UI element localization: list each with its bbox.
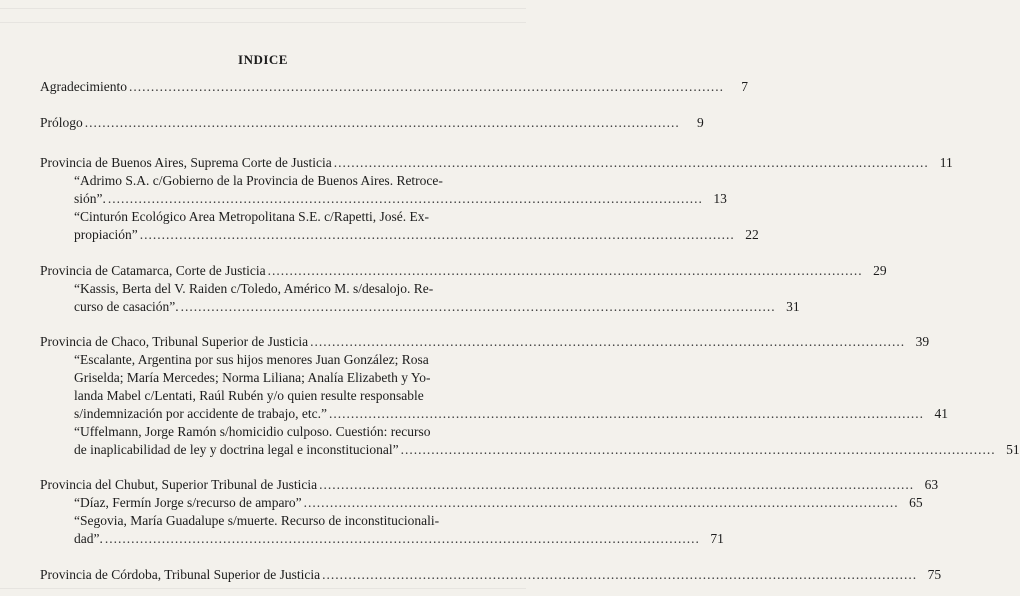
dot-leader: ........................................................................................................................................ [104,531,700,546]
toc-entry-line: curso de casación”. [74,299,179,314]
toc-subentry-diaz [40,494,923,512]
toc-entry-line: sión”. [74,191,106,206]
bleed-through-line [0,22,526,23]
dot-leader: ........................................................................................................................................ [329,406,925,421]
dot-leader: ........................................................................................................................................ [333,155,929,170]
toc-entry-line: “Cinturón Ecológico Area Metropolitana S.E. c/Rapetti, José. Ex- [74,209,430,224]
toc-entry-label: Provincia de Chaco, Tribunal Superior de Justicia [40,334,309,349]
toc-entry-line: “Uffelmann, Jorge Ramón s/homicidio culposo. Cuestión: recurso [74,424,431,439]
toc-page-number: 65 [909,495,923,510]
dot-leader: ........................................................................................................................................ [310,334,906,349]
toc-entry-label: Prólogo [40,115,83,130]
toc-entry-line: s/indemnización por accidente de trabajo, etc.” [74,406,328,421]
dot-leader: ........................................................................................................................................ [84,115,680,130]
toc-subentry-cinturon [40,208,759,244]
toc-page-number: 29 [873,263,887,278]
dot-leader: ........................................................................................................................................ [139,227,735,242]
toc-subentry-escalante [40,351,949,423]
toc-page-number: 39 [915,334,930,349]
toc-page-number: 31 [786,299,800,314]
toc-entry-line: Griselda; María Mercedes; Norma Liliana; Analía Elizabeth y Yo- [74,370,431,385]
toc-entry-label: Provincia de Catamarca, Corte de Justicia [40,263,266,278]
toc-entry-prologo [40,114,704,132]
toc-page-number: 71 [710,531,724,546]
toc-entry-line: landa Mabel c/Lentati, Raúl Rubén y/o quien resulte responsable [74,388,424,403]
dot-leader: ........................................................................................................................................ [400,442,996,457]
toc-entry-label: Provincia de Córdoba, Tribunal Superior de Justicia [40,567,321,582]
dot-leader: ........................................................................................................................................ [107,191,703,206]
dot-leader: ........................................................................................................................................ [303,495,899,510]
bleed-through-line [0,588,526,589]
toc-page-number: 51 [1006,442,1020,457]
toc-entry-agradecimiento [40,78,748,96]
toc-subentry-segovia [40,512,724,548]
toc-page-number: 7 [741,79,748,94]
table-of-contents [40,78,1020,584]
dot-leader: ........................................................................................................................................ [180,299,776,314]
toc-entry-cordoba [40,566,942,584]
toc-subentry-uffelmann [40,423,1020,459]
dot-leader: ........................................................................................................................................ [319,477,915,492]
toc-entry-catamarca [40,262,887,280]
toc-entry-line: de inaplicabilidad de ley y doctrina legal e inconstitucional” [74,442,399,457]
toc-entry-line: “Escalante, Argentina por sus hijos menores Juan González; Rosa [74,352,429,367]
toc-entry-chaco [40,333,930,351]
toc-entry-label: Agradecimiento [40,79,127,94]
toc-entry-line: “Adrimo S.A. c/Gobierno de la Provincia de Buenos Aires. Retroce- [74,173,443,188]
toc-entry-buenos-aires [40,154,953,172]
toc-subentry-kassis [40,280,800,316]
toc-entry-line: propiación” [74,227,138,242]
toc-page-number: 41 [934,406,949,421]
toc-entry-line: “Segovia, María Guadalupe s/muerte. Recurso de inconstitucionali- [74,513,440,528]
toc-entry-label: “Díaz, Fermín Jorge s/recurso de amparo” [74,495,302,510]
toc-entry-label: Provincia del Chubut, Superior Tribunal de Justicia [40,477,318,492]
toc-subentry-adrimo [40,172,727,208]
toc-page-number: 22 [745,227,759,242]
page-title: INDICE [238,52,288,67]
toc-page-number: 11 [939,155,953,170]
dot-leader: ........................................................................................................................................ [128,79,724,94]
toc-page-number: 75 [927,567,942,582]
toc-page-number: 9 [697,115,704,130]
toc-entry-label: Provincia de Buenos Aires, Suprema Corte de Justicia [40,155,332,170]
bleed-through-line [0,8,526,9]
dot-leader: ........................................................................................................................................ [267,263,863,278]
toc-entry-chubut [40,476,939,494]
toc-page-number: 63 [924,477,939,492]
dot-leader: ........................................................................................................................................ [322,567,918,582]
toc-entry-line: dad”. [74,531,103,546]
toc-entry-line: “Kassis, Berta del V. Raiden c/Toledo, Américo M. s/desalojo. Re- [74,281,434,296]
toc-page-number: 13 [713,191,727,206]
